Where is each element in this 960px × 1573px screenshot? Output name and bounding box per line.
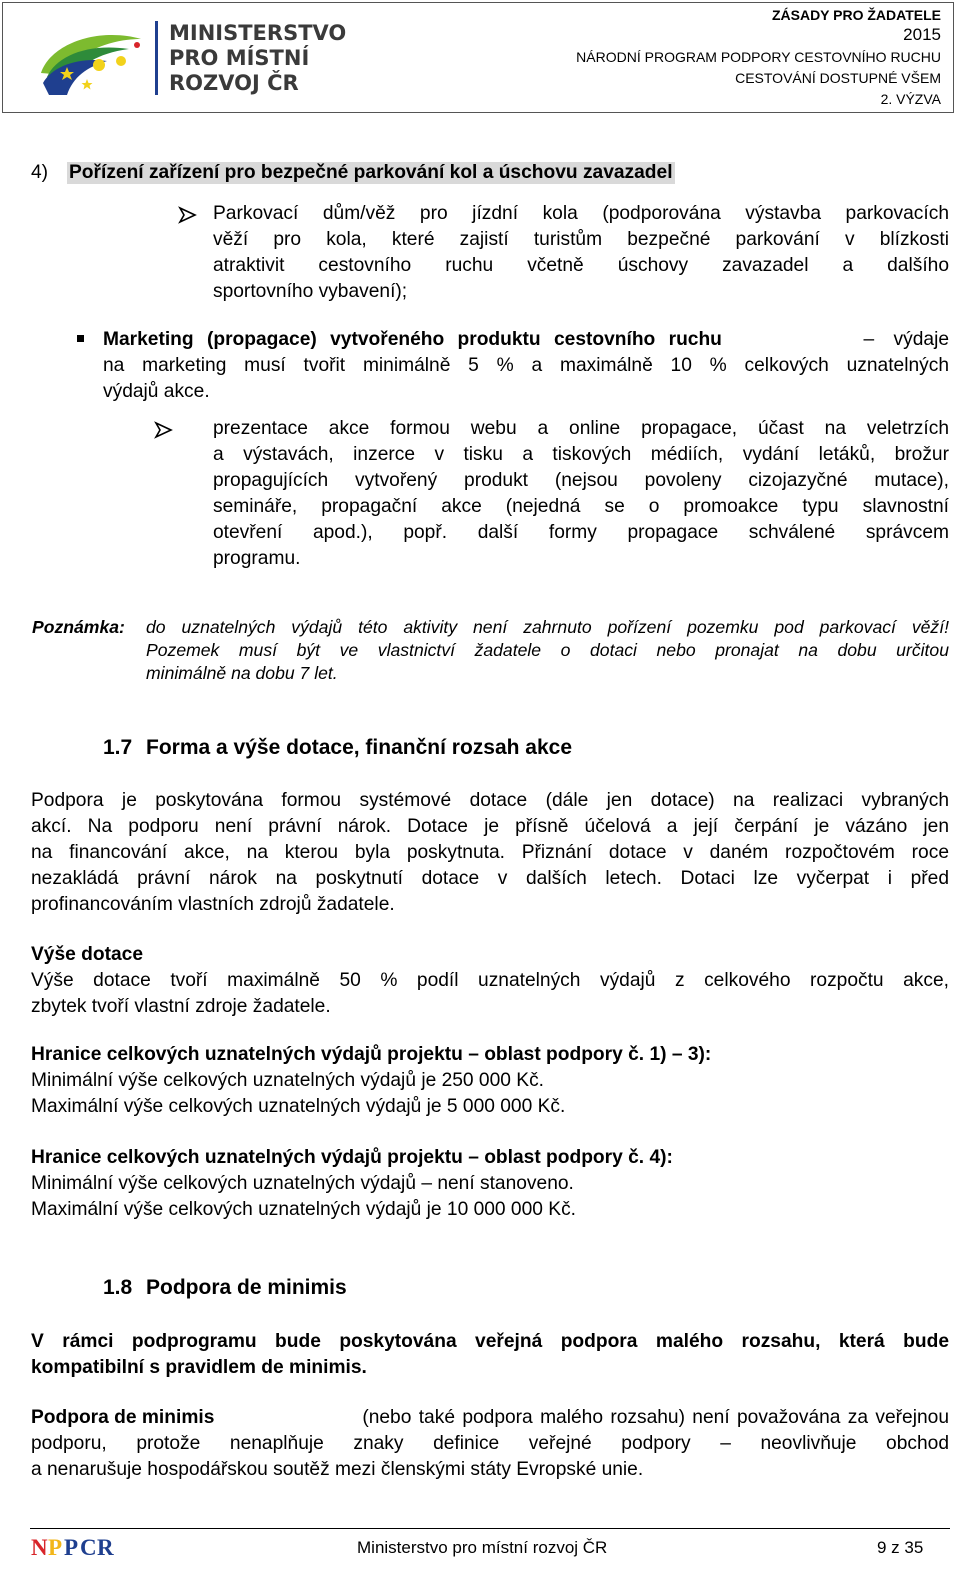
svg-text:R: R [97, 1535, 114, 1560]
de-minimis-lead-rest: (nebo také podpora malého rozsahu) není považována za veřejnou [362, 1407, 949, 1428]
marketing-lead-rest: – výdaje [863, 329, 949, 350]
section18-para-line-3: a nenarušuje hospodářskou soutěž mezi členskými státy Evropské unie. [31, 1459, 644, 1480]
svg-text:P: P [64, 1535, 79, 1560]
subprogram-name: CESTOVÁNÍ DOSTUPNÉ VŠEM [735, 70, 941, 86]
section18-para-line-2: podporu, protože nenaplňuje znaky definice veřejné podpory – neovlivňuje obchod [31, 1433, 949, 1454]
section17-para-line-2: akcí. Na podporu není právní nárok. Dotace je přísně účelová a její čerpání je vázáno jen [31, 816, 949, 837]
section17-para-line-5: profinancováním vlastních zdrojů žadatele. [31, 894, 395, 915]
nppcr-logo [31, 1533, 115, 1566]
vyse-line-2: zbytek tvoří vlastní zdroje žadatele. [31, 996, 331, 1017]
section4-title: Pořízení zařízení pro bezpečné parkování kol a úschovu zavazadel [69, 162, 673, 183]
limit1-heading: Hranice celkových uznatelných výdajů projektu – oblast podpory č. 1) – 3): [31, 1044, 712, 1065]
marketing-item-line-6: programu. [213, 548, 301, 569]
marketing-item-line-2: a výstavách, inzerce v tisku a tiskových médiích, vydání letáků, brožur [213, 444, 949, 465]
marketing-item-line-1: prezentace akce formou webu a online propagace, účast na veletrzích [213, 418, 949, 439]
marketing-line-3: výdajů akce. [103, 381, 210, 402]
note-line-3: minimálně na dobu 7 let. [146, 663, 338, 683]
arrow-bullet-icon [154, 420, 174, 440]
logo-divider [155, 21, 158, 95]
limit2-max: Maximální výše celkových uznatelných výdajů je 10 000 000 Kč. [31, 1199, 576, 1220]
section4-number: 4) [31, 162, 49, 183]
page-header [2, 2, 954, 113]
section18-title: Podpora de minimis [146, 1276, 347, 1299]
vyse-heading: Výše dotace [31, 944, 143, 965]
section17-title: Forma a výše dotace, finanční rozsah akce [146, 736, 573, 759]
marketing-item-line-5: otevření apod.), popř. další formy propagace schválené správcem [213, 522, 949, 543]
marketing-line-2: na marketing musí tvořit minimálně 5 % a maximálně 10 % celkových uznatelných [103, 355, 949, 376]
section17-para-line-4: nezakládá právní nárok na poskytnutí dotace v dalších letech. Dotaci lze vyčerpat i před [31, 868, 949, 889]
nppcr-logo-icon [31, 1533, 115, 1561]
call-number: 2. VÝZVA [880, 91, 941, 107]
section18-bold-line-1: V rámci podprogramu bude poskytována veřejná podpora malého rozsahu, která bude [31, 1331, 949, 1352]
limit2-min: Minimální výše celkových uznatelných výdajů – není stanoveno. [31, 1173, 574, 1194]
square-bullet-icon [77, 335, 84, 342]
section4-item-line-3: atraktivit cestovního ruchu včetně úschovy zavazadel a dalšího [213, 255, 949, 276]
footer-ministry: Ministerstvo pro místní rozvoj ČR [357, 1538, 608, 1557]
doc-title: ZÁSADY PRO ŽADATELE [771, 7, 941, 23]
note-line-1: do uznatelných výdajů této aktivity není zahrnuto pořízení pozemku pod parkovací věží! [146, 617, 949, 637]
de-minimis-lead: Podpora de minimis [31, 1407, 215, 1428]
section18-para-line-1 [31, 1405, 949, 1431]
marketing-line-1 [103, 327, 949, 353]
footer-page-number: 9 z 35 [877, 1538, 924, 1557]
svg-text:N: N [31, 1535, 48, 1560]
section17-para-line-3: na financování akce, na kterou byla poskytnuta. Přiznání dotace v daném rozpočtovém roce [31, 842, 949, 863]
ministry-emblem-icon [37, 25, 149, 97]
vyse-line-1: Výše dotace tvoří maximálně 50 % podíl uznatelných výdajů z celkového rozpočtu akce, [31, 970, 949, 991]
note-label: Poznámka: [32, 617, 125, 637]
limit2-heading: Hranice celkových uznatelných výdajů projektu – oblast podpory č. 4): [31, 1147, 673, 1168]
svg-text:P: P [48, 1535, 63, 1560]
ministry-name-line-1: MINISTERSTVO [169, 21, 347, 45]
section17-para-line-1: Podpora je poskytována formou systémové dotace (dále jen dotace) na realizaci vybraných [31, 790, 949, 811]
arrow-bullet-icon [178, 205, 198, 225]
section4-item-line-4: sportovního vybavení); [213, 281, 408, 302]
marketing-lead: Marketing (propagace) vytvořeného produktu cestovního ruchu [103, 329, 722, 350]
section17-number: 1.7 [103, 736, 133, 759]
doc-year: 2015 [903, 25, 941, 44]
marketing-item-line-4: semináře, propagační akce (nejedná se o promoakce typu slavnostní [213, 496, 949, 517]
marketing-item-line-3: propagujících vytvořený produkt (nejsou povoleny cizojazyčné mutace), [213, 470, 949, 491]
section18-bold-line-2: kompatibilní s pravidlem de minimis. [31, 1357, 367, 1378]
note-line-2: Pozemek musí být ve vlastnictví žadatele o dotaci nebo pronajat na dobu určitou [146, 640, 949, 660]
section4-item-line-1: Parkovací dům/věž pro jízdní kola (podporována výstavba parkovacích [213, 203, 949, 224]
section18-number: 1.8 [103, 1276, 133, 1299]
ministry-name-line-2: PRO MÍSTNÍ [169, 46, 310, 70]
section4-item-line-2: věží pro kola, které zajistí turistům bezpečné parkování v blízkosti [213, 229, 949, 250]
limit1-max: Maximální výše celkových uznatelných výdajů je 5 000 000 Kč. [31, 1096, 566, 1117]
footer-divider [30, 1528, 950, 1529]
ministry-name [169, 21, 346, 96]
ministry-logo [37, 19, 347, 105]
limit1-min: Minimální výše celkových uznatelných výdajů je 250 000 Kč. [31, 1070, 544, 1091]
ministry-name-line-3: ROZVOJ ČR [169, 71, 299, 95]
program-name: NÁRODNÍ PROGRAM PODPORY CESTOVNÍHO RUCHU [576, 49, 941, 65]
svg-text:C: C [80, 1535, 97, 1560]
